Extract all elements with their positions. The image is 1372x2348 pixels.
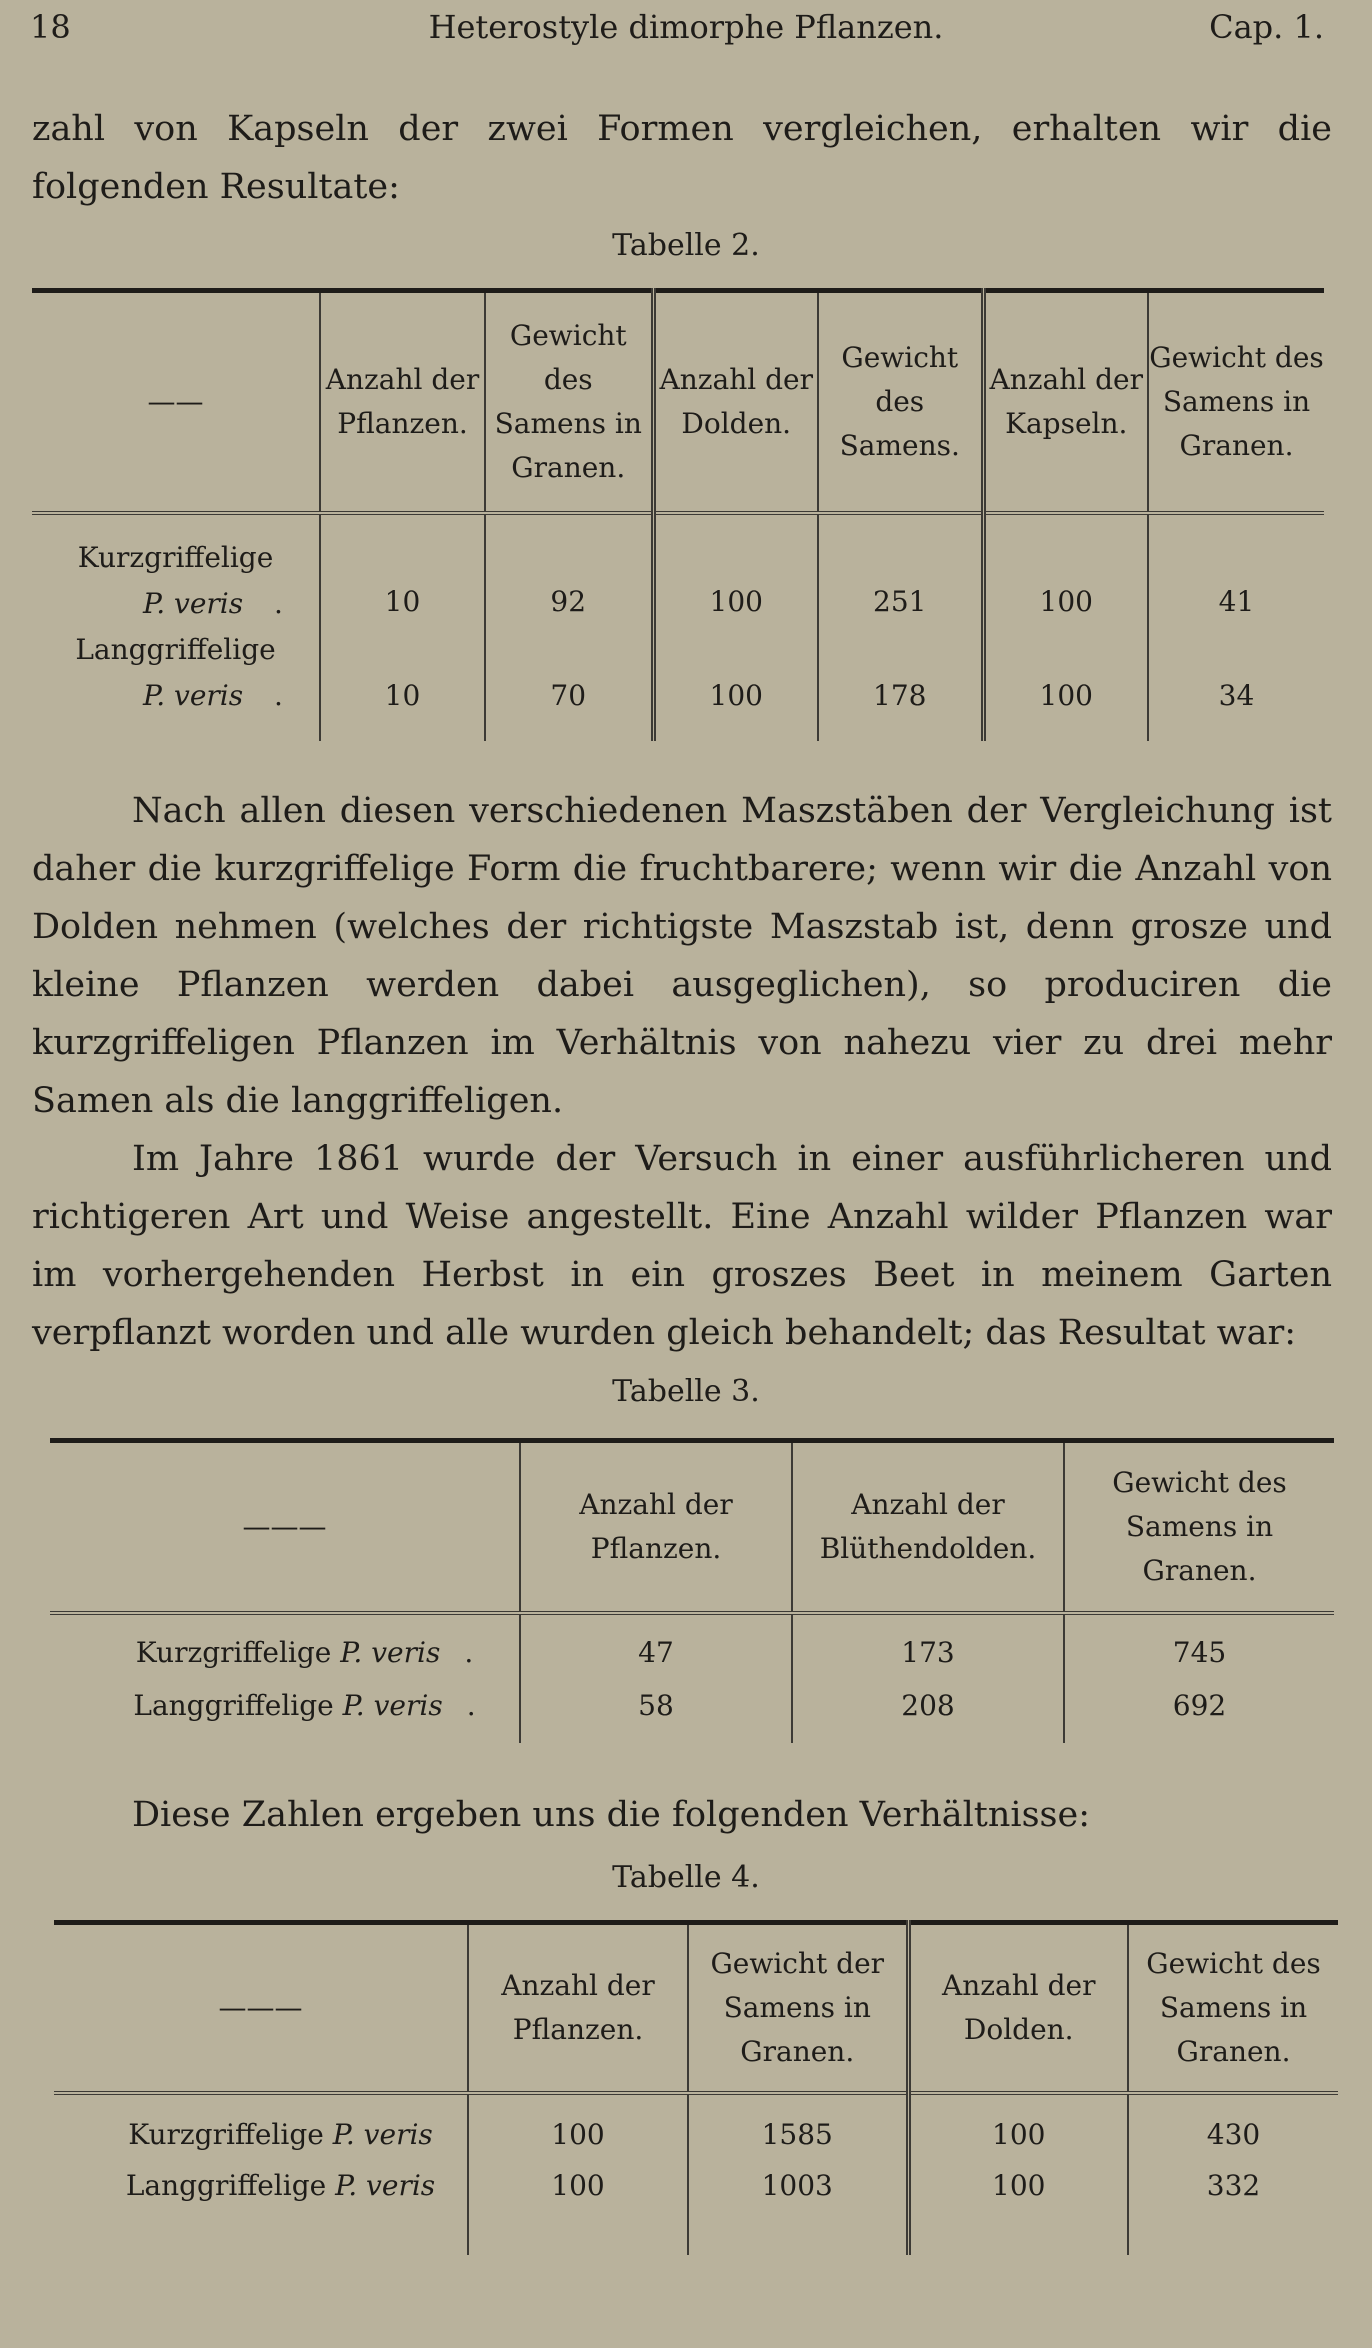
row-label-line1: Langgriffelige — [75, 632, 276, 666]
species-name: P. veris — [143, 678, 244, 712]
chapter-label: Cap. 1. — [1209, 8, 1324, 46]
cell: 10 — [320, 627, 485, 741]
species-name: P. veris — [340, 1635, 441, 1669]
species-name: P. veris — [335, 2168, 436, 2202]
row-label — [32, 627, 320, 741]
paragraph-4: Diese Zahlen ergeben uns die folgenden Verhältnisse: — [132, 1795, 1091, 1835]
column-header: Anzahl der Kapseln. — [983, 291, 1148, 513]
cell: 1003 — [688, 2157, 908, 2255]
cell: 1585 — [688, 2093, 908, 2157]
table-header-row — [32, 291, 1324, 513]
table-header-row — [50, 1441, 1334, 1613]
column-header: Anzahl der Dolden. — [908, 1923, 1128, 2093]
row-label — [54, 2093, 468, 2157]
species-name: P. veris — [342, 1688, 443, 1722]
leader-dots: . — [464, 1635, 474, 1669]
cell: 100 — [653, 627, 818, 741]
cell: 332 — [1128, 2157, 1338, 2255]
column-header: Gewicht des Samens in Granen. — [1148, 291, 1324, 513]
cell: 41 — [1148, 513, 1324, 627]
cell: 173 — [792, 1613, 1064, 1677]
row-label — [50, 1677, 520, 1743]
paragraph-3: Im Jahre 1861 wurde der Versuch in einer ausführlicheren und richtigeren Art und Weise angestellt. Eine Anzahl wilder Pflanzen war im vorhergehenden Herbst in ein groszes Beet in meinem Garten verpflanzt worden und alle wurden gleich behandelt; das Resultat war: — [32, 1139, 1332, 1353]
row-label — [54, 2157, 468, 2255]
paragraph-2: Nach allen diesen verschiedenen Maszstäben der Vergleichung ist daher die kurzgriffelige Form die fruchtbarere; wenn wir die Anzahl von Dolden nehmen (welches der richtigste Maszstab ist, denn grosze und kleine Pflanzen werden dabei ausgeglichen), so produciren die kurzgriffeligen Pflanzen im Verhältnis von nahezu vier zu drei mehr Samen als die langgriffeligen. — [32, 791, 1332, 1121]
table-3 — [50, 1438, 1334, 1743]
species-name: P. veris — [332, 2117, 433, 2151]
species-name: P. veris — [143, 586, 244, 620]
column-header: Gewicht des Samens. — [818, 291, 983, 513]
running-header — [0, 8, 1372, 58]
cell: 58 — [520, 1677, 792, 1743]
table-row — [50, 1613, 1334, 1677]
row-label-text: Langgriffelige — [133, 1688, 334, 1722]
table-3-caption: Tabelle 3. — [612, 1374, 760, 1409]
leader-dots: . — [274, 586, 283, 620]
cell: 100 — [908, 2093, 1128, 2157]
cell: 745 — [1064, 1613, 1334, 1677]
cell: 34 — [1148, 627, 1324, 741]
leader-dots: . — [274, 678, 283, 712]
row-label-text: Kurzgriffelige — [128, 2117, 324, 2151]
table-row — [32, 627, 1324, 741]
column-header: Gewicht des Samens in Granen. — [1128, 1923, 1338, 2093]
column-header: Anzahl der Dolden. — [653, 291, 818, 513]
row-label-line1: Kurzgriffelige — [77, 540, 274, 574]
table-2 — [32, 288, 1324, 741]
table-row — [32, 513, 1324, 627]
cell: 10 — [320, 513, 485, 627]
row-label — [50, 1613, 520, 1677]
cell: 47 — [520, 1613, 792, 1677]
column-header: Anzahl der Pflanzen. — [320, 291, 485, 513]
header-dash: ——— — [218, 1990, 303, 2024]
cell: 92 — [485, 513, 653, 627]
cell: 100 — [653, 513, 818, 627]
cell: 100 — [983, 513, 1148, 627]
column-header: Anzahl der Pflanzen. — [468, 1923, 688, 2093]
column-header: Gewicht der Samens in Granen. — [688, 1923, 908, 2093]
column-header: Gewicht des Samens in Granen. — [485, 291, 653, 513]
page-number: 18 — [30, 8, 71, 46]
cell: 70 — [485, 627, 653, 741]
row-label — [32, 513, 320, 627]
table-header-row — [54, 1923, 1338, 2093]
cell: 430 — [1128, 2093, 1338, 2157]
cell: 178 — [818, 627, 983, 741]
row-label-text: Langgriffelige — [125, 2168, 327, 2202]
column-header: Gewicht des Samens in Granen. — [1064, 1441, 1334, 1613]
table-row — [50, 1677, 1334, 1743]
cell: 692 — [1064, 1677, 1334, 1743]
cell: 100 — [468, 2157, 688, 2255]
table-row — [54, 2093, 1338, 2157]
cell: 100 — [468, 2093, 688, 2157]
table-4 — [54, 1920, 1338, 2255]
row-label-text: Kurzgriffelige — [135, 1635, 332, 1669]
header-dash: —— — [147, 384, 204, 418]
leader-dots: . — [466, 1688, 476, 1722]
cell: 100 — [908, 2157, 1128, 2255]
cell: 208 — [792, 1677, 1064, 1743]
cell: 251 — [818, 513, 983, 627]
table-2-caption: Tabelle 2. — [612, 228, 760, 263]
column-header: Anzahl der Pflanzen. — [520, 1441, 792, 1613]
column-header: Anzahl der Blüthendolden. — [792, 1441, 1064, 1613]
header-dash: ——— — [242, 1509, 327, 1543]
running-title: Heterostyle dimorphe Pflanzen. — [428, 8, 944, 46]
table-row — [54, 2157, 1338, 2255]
cell: 100 — [983, 627, 1148, 741]
table-4-caption: Tabelle 4. — [612, 1860, 760, 1895]
paragraph-1: zahl von Kapseln der zwei Formen vergleichen, erhalten wir die folgenden Resultate: — [32, 109, 1332, 207]
